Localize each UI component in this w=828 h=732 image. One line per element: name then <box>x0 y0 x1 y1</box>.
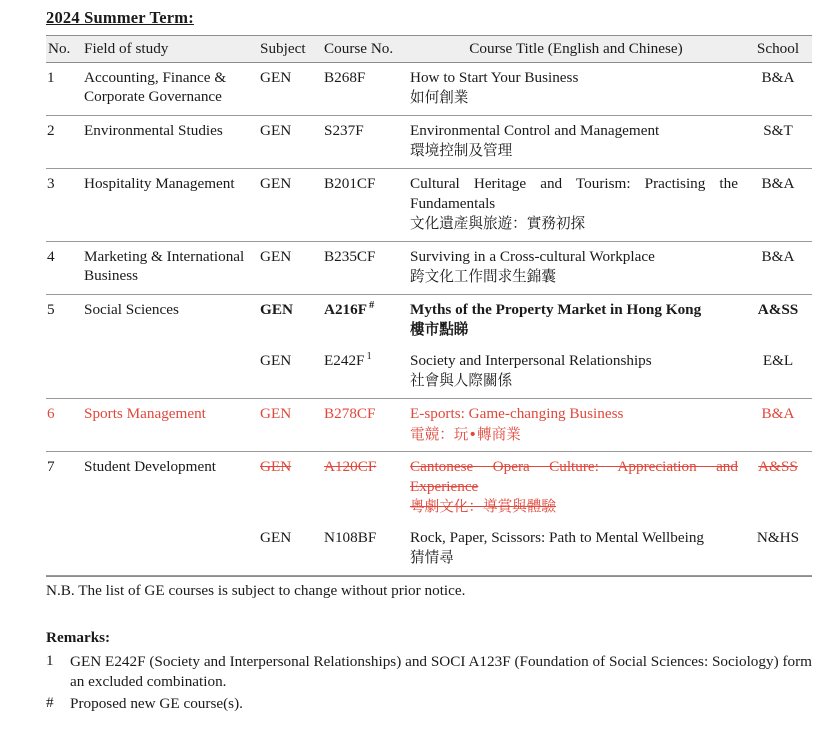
cell-school: B&A <box>744 62 812 115</box>
table-row <box>46 169 812 242</box>
cell-field-of-study: Hospitality Management <box>82 169 258 242</box>
cell-course-no: B235CF <box>322 241 408 294</box>
table-row <box>46 62 812 115</box>
cell-subject: GEN <box>258 241 322 294</box>
table-row <box>46 294 812 347</box>
course-title-english: Cantonese Opera Culture: Appreciation and Experience <box>410 458 738 495</box>
cell-subject: GEN <box>258 347 322 399</box>
course-title-chinese: 樓市點睇 <box>410 321 469 339</box>
cell-course-no <box>322 294 408 347</box>
cell-field-of-study <box>82 347 258 399</box>
remark-text: Proposed new GE course(s). <box>70 694 243 712</box>
course-title-chinese: 如何創業 <box>410 89 469 107</box>
cell-field-of-study: Social Sciences <box>84 300 179 318</box>
course-title-chinese: 粵劇文化：導賞與體驗 <box>410 498 556 516</box>
cell-no: 1 <box>46 62 82 115</box>
cell-no <box>46 347 82 399</box>
cell-course-title <box>408 452 744 524</box>
column-header-subject: Subject <box>258 35 322 62</box>
remark-marker: # <box>46 693 54 711</box>
table-row <box>46 524 812 576</box>
cell-course-no: B278CF <box>322 399 408 452</box>
cell-course-title <box>408 399 744 452</box>
table-header-row <box>46 35 812 62</box>
cell-course-no: S237F <box>322 115 408 168</box>
table-row <box>46 115 812 168</box>
remark-item <box>46 652 812 692</box>
cell-course-title <box>408 169 744 242</box>
cell-course-title <box>408 347 744 399</box>
cell-school: B&A <box>744 399 812 452</box>
cell-no: 4 <box>46 241 82 294</box>
course-title-english: Rock, Paper, Scissors: Path to Mental Wellbeing <box>410 528 705 546</box>
column-header-school: School <box>744 35 812 62</box>
cell-field-of-study: Marketing & International Business <box>82 241 258 294</box>
course-title-chinese: 社會與人際關係 <box>410 372 513 390</box>
course-title-english: Society and Interpersonal Relationships <box>410 351 652 369</box>
cell-school: A&SS <box>757 300 799 318</box>
remark-marker: 1 <box>46 651 54 669</box>
table-row <box>46 452 812 524</box>
cell-subject: GEN <box>258 399 322 452</box>
cell-subject: GEN <box>260 458 292 476</box>
cell-course-no: B268F <box>322 62 408 115</box>
cell-course-title <box>408 115 744 168</box>
course-no-text: E242F <box>324 351 365 369</box>
cell-field-of-study: Sports Management <box>82 399 258 452</box>
course-no-footnote-marker: 1 <box>366 350 372 362</box>
course-no-footnote-marker: # <box>369 299 375 311</box>
cell-course-title <box>408 524 744 576</box>
remark-item <box>46 694 812 714</box>
cell-course-title <box>408 294 744 347</box>
course-title-english: Surviving in a Cross-cultural Workplace <box>410 247 655 265</box>
column-header-field-of-study: Field of study <box>82 35 258 62</box>
course-title-chinese: 環境控制及管理 <box>410 142 513 160</box>
table-row <box>46 241 812 294</box>
cell-no: 2 <box>46 115 82 168</box>
cell-school: N&HS <box>744 524 812 576</box>
course-title-english: Myths of the Property Market in Hong Kong <box>410 300 702 318</box>
cell-field-of-study: Accounting, Finance & Corporate Governance <box>82 62 258 115</box>
cell-no: 6 <box>46 399 82 452</box>
cell-subject: GEN <box>258 169 322 242</box>
table-body <box>46 62 812 575</box>
cell-subject: GEN <box>258 524 322 576</box>
cell-no: 7 <box>47 458 55 476</box>
cell-subject: GEN <box>258 62 322 115</box>
cell-no: 3 <box>46 169 82 242</box>
table-row <box>46 347 812 399</box>
column-header-course-no: Course No. <box>322 35 408 62</box>
cell-subject: GEN <box>258 115 322 168</box>
table-row <box>46 399 812 452</box>
course-title-english: Environmental Control and Management <box>410 121 660 139</box>
remarks-heading: Remarks: <box>46 628 111 646</box>
cell-course-no <box>322 347 408 399</box>
course-no-text: A216F <box>324 300 368 318</box>
cell-field-of-study <box>82 524 258 576</box>
cell-school: E&L <box>744 347 812 399</box>
remarks-section <box>46 629 812 714</box>
course-title-chinese: 跨文化工作間求生錦囊 <box>410 268 556 286</box>
term-heading: 2024 Summer Term: <box>46 8 194 27</box>
cell-school: A&SS <box>758 458 798 476</box>
cell-no: 5 <box>47 300 55 318</box>
cell-course-title <box>408 241 744 294</box>
cell-no <box>46 524 82 576</box>
course-title-chinese: 猜情尋 <box>410 549 454 567</box>
remark-text: GEN E242F (Society and Interpersonal Relationships) and SOCI A123F (Foundation of Social Sciences: Sociology) form an excluded combination. <box>70 652 812 690</box>
cell-course-no: N108BF <box>322 524 408 576</box>
table-header <box>46 35 812 62</box>
cell-school: S&T <box>744 115 812 168</box>
column-header-course-title: Course Title (English and Chinese) <box>408 35 744 62</box>
course-title-english: Cultural Heritage and Tourism: Practising the Fundamentals <box>410 175 738 212</box>
cell-school: B&A <box>744 241 812 294</box>
column-header-no: No. <box>46 35 82 62</box>
course-title-english: E-sports: Game-changing Business <box>410 405 624 423</box>
cell-school: B&A <box>744 169 812 242</box>
course-title-chinese: 文化遺產與旅遊：實務初探 <box>410 214 586 232</box>
course-title-chinese: 電競：玩•轉商業 <box>410 425 521 443</box>
cell-field-of-study: Student Development <box>84 458 217 476</box>
course-title-english: How to Start Your Business <box>410 68 579 86</box>
cell-course-title <box>408 62 744 115</box>
ge-course-table <box>46 35 812 576</box>
cell-subject: GEN <box>260 300 293 318</box>
cell-course-no: B201CF <box>322 169 408 242</box>
table-note: N.B. The list of GE courses is subject to change without prior notice. <box>46 576 812 601</box>
cell-field-of-study: Environmental Studies <box>82 115 258 168</box>
cell-course-no: A120CF <box>324 458 377 476</box>
